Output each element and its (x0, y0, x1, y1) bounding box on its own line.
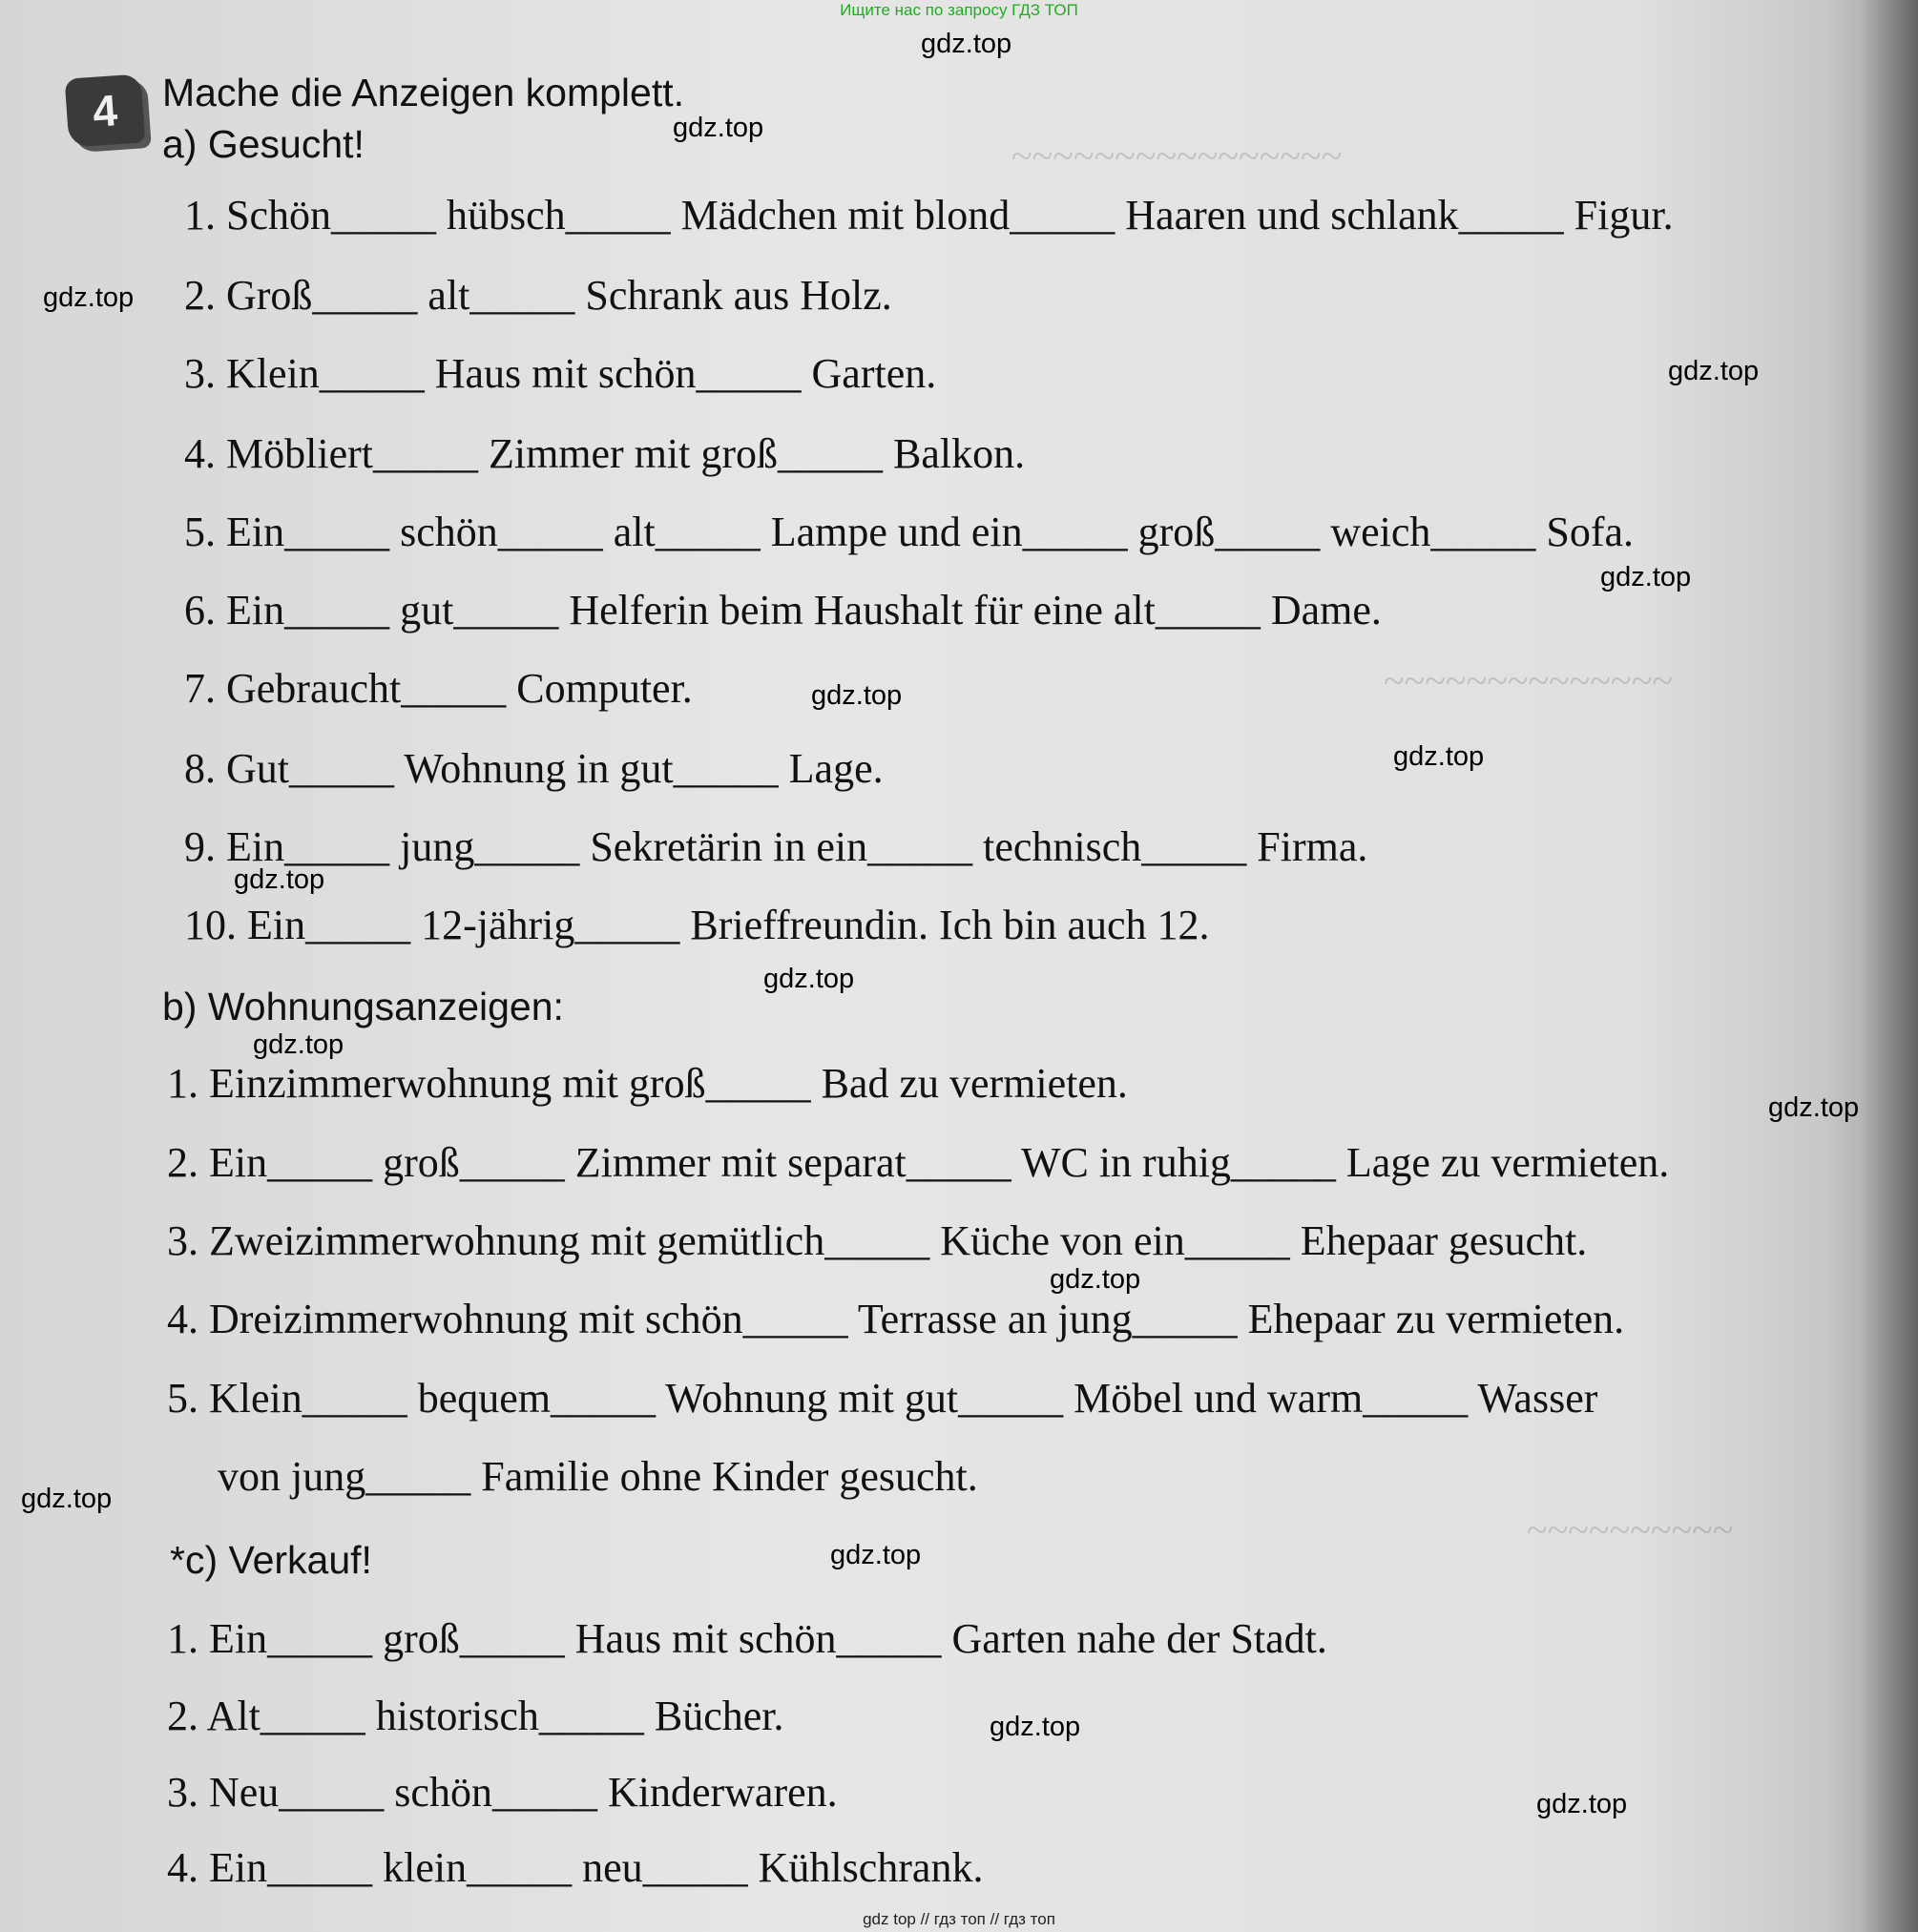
watermark: gdz.top (1050, 1264, 1141, 1295)
watermark: gdz.top (1768, 1092, 1860, 1123)
line-b5-part1: 5. Klein_____ bequem_____ Wohnung mit gut_____ Möbel und warm_____ Wasser (167, 1375, 1598, 1422)
section-c-heading: *c) Verkauf! (170, 1538, 372, 1582)
bleed-through-decoration: ~~~~~~~~~~~~~~ (1384, 659, 1673, 702)
line-a2: 2. Groß_____ alt_____ Schrank aus Holz. (184, 272, 892, 319)
line-c1: 1. Ein_____ groß_____ Haus mit schön_____ Garten nahe der Stadt. (167, 1615, 1327, 1662)
line-b5-part2: von jung_____ Familie ohne Kinder gesucht. (218, 1453, 978, 1500)
watermark: gdz.top (811, 680, 903, 711)
section-b-heading: b) Wohnungsanzeigen: (162, 985, 564, 1028)
line-a8: 8. Gut_____ Wohnung in gut_____ Lage. (184, 745, 884, 792)
watermark: gdz.top (990, 1712, 1081, 1742)
exercise-title: Mache die Anzeigen komplett. (162, 71, 684, 114)
line-a10: 10. Ein_____ 12-jährig_____ Brieffreundin. Ich bin auch 12. (184, 902, 1210, 948)
line-c3: 3. Neu_____ schön_____ Kinderwaren. (167, 1769, 838, 1816)
line-a3: 3. Klein_____ Haus mit schön_____ Garten. (184, 350, 937, 397)
line-a6: 6. Ein_____ gut_____ Helferin beim Haushalt für eine alt_____ Dame. (184, 587, 1382, 634)
watermark: gdz.top (253, 1029, 344, 1060)
line-b1: 1. Einzimmerwohnung mit groß_____ Bad zu vermieten. (167, 1060, 1128, 1107)
watermark: gdz.top (1600, 562, 1692, 592)
watermark: gdz.top (1668, 356, 1760, 386)
watermark: gdz.top (43, 282, 135, 313)
bleed-through-decoration: ~~~~~~~~~~~~~~~~ (1011, 135, 1343, 177)
watermark: gdz.top (921, 29, 1012, 59)
watermark: gdz.top (1536, 1789, 1628, 1819)
line-a9: 9. Ein_____ jung_____ Sekretärin in ein_____ technisch_____ Firma. (184, 823, 1368, 870)
line-a4: 4. Möbliert_____ Zimmer mit groß_____ Balkon. (184, 430, 1026, 477)
line-c2: 2. Alt_____ historisch_____ Bücher. (167, 1693, 784, 1739)
line-a1: 1. Schön_____ hübsch_____ Mädchen mit blond_____ Haaren und schlank_____ Figur. (184, 192, 1674, 239)
section-a-heading: a) Gesucht! (162, 122, 365, 166)
exercise-number: 4 (91, 85, 119, 136)
site-banner[interactable]: Ищите нас по запросу ГДЗ ТОП (840, 1, 1078, 19)
footer-links[interactable]: gdz top // гдз топ // гдз топ (863, 1910, 1055, 1928)
watermark: gdz.top (830, 1540, 922, 1570)
watermark: gdz.top (673, 113, 764, 143)
watermark: gdz.top (1393, 741, 1485, 772)
line-b2: 2. Ein_____ groß_____ Zimmer mit separat_____ WC in ruhig_____ Lage zu vermieten. (167, 1139, 1670, 1186)
line-a7: 7. Gebraucht_____ Computer. (184, 665, 693, 712)
line-a5: 5. Ein_____ schön_____ alt_____ Lampe und ein_____ groß_____ weich_____ Sofa. (184, 509, 1635, 555)
bleed-through-decoration: ~~~~~~~~~~ (1527, 1508, 1734, 1551)
watermark: gdz.top (21, 1484, 113, 1514)
exercise-number-badge (65, 73, 146, 147)
line-b3: 3. Zweizimmerwohnung mit gemütlich_____ Küche von ein_____ Ehepaar gesucht. (167, 1217, 1588, 1264)
line-b4: 4. Dreizimmerwohnung mit schön_____ Terrasse an jung_____ Ehepaar zu vermieten. (167, 1296, 1625, 1342)
watermark: gdz.top (234, 864, 325, 895)
watermark: gdz.top (763, 964, 855, 994)
line-c4: 4. Ein_____ klein_____ neu_____ Kühlschrank. (167, 1844, 984, 1891)
